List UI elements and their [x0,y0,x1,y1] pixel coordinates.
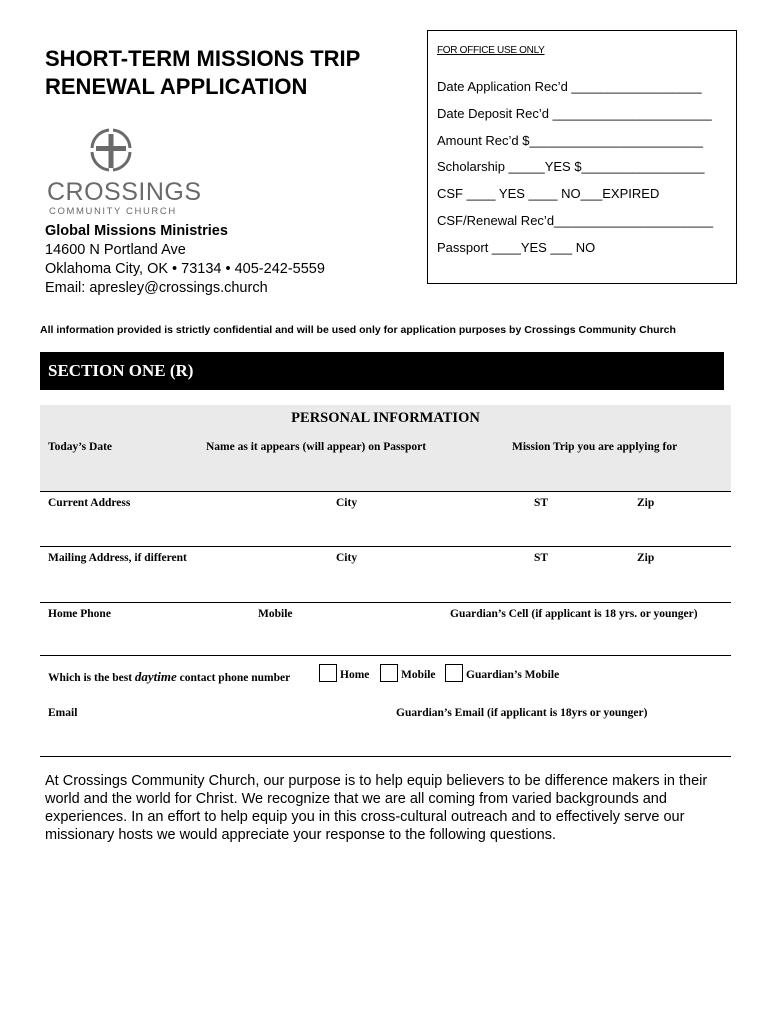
divider [40,655,731,656]
guardian-cell-label[interactable]: Guardian’s Cell (if applicant is 18 yrs. or younger) [450,608,698,620]
mobile-option-label: Mobile [401,669,436,681]
purpose-paragraph: At Crossings Community Church, our purpose is to help equip believers to be difference makers in their world and the world for Christ. We recognize that we are all coming from varied backgrounds and experiences. In an effort to help equip you in this cross-cultural outreach and to effectively serve our missionary hosts we would appreciate your response to the following questions. [45,773,708,843]
divider [40,546,731,547]
logo-name: CROSSINGS [47,178,202,206]
office-use-header: FOR OFFICE USE ONLY [437,45,545,56]
mobile-checkbox[interactable] [380,664,398,682]
org-city-line: Oklahoma City, OK • 73134 • 405-242-5559 [45,261,325,277]
section-label: SECTION ONE (R) [48,361,194,380]
org-street: 14600 N Portland Ave [45,242,186,258]
best-contact-text-post: contact phone number [176,672,291,684]
title-line-1: SHORT-TERM MISSIONS TRIP [45,46,361,71]
divider [40,602,731,603]
todays-date-label: Today’s Date [48,441,113,453]
best-contact-daytime: daytime [134,669,177,684]
office-line-date-deposit: Date Deposit Rec’d ______________________ [437,106,712,121]
home-checkbox[interactable] [319,664,337,682]
guardian-mobile-option-label: Guardian’s Mobile [466,669,560,681]
zip-label[interactable]: Zip [637,497,655,509]
logo-subtitle: COMMUNITY CHURCH [49,206,177,217]
org-address-block [45,222,325,298]
office-line-date-app: Date Application Rec’d __________________ [437,79,702,94]
personal-info-title: PERSONAL INFORMATION [291,410,480,426]
home-phone-label[interactable]: Home Phone [48,608,111,620]
confidential-notice: All information provided is strictly confidential and will be used only for application purposes by Crossings Community Church [40,324,676,336]
mailing-zip-label[interactable]: Zip [637,552,655,564]
office-line-passport: Passport ____YES ___ NO [437,240,596,255]
mailing-state-label[interactable]: ST [534,552,549,564]
email-label[interactable]: Email [48,707,78,719]
best-contact-label [48,669,290,685]
guardian-mobile-checkbox[interactable] [445,664,463,682]
state-label[interactable]: ST [534,497,549,509]
guardian-email-label[interactable]: Guardian’s Email (if applicant is 18yrs or younger) [396,707,648,719]
title-line-2: RENEWAL APPLICATION [45,74,308,99]
city-label[interactable]: City [336,497,358,509]
mission-trip-label: Mission Trip you are applying for [512,441,678,453]
office-line-amount: Amount Rec’d $________________________ [437,133,704,148]
mobile-label[interactable]: Mobile [258,608,293,620]
office-line-csf-renewal: CSF/Renewal Rec’d______________________ [437,213,714,228]
mailing-city-label[interactable]: City [336,552,358,564]
current-address-label[interactable]: Current Address [48,497,131,509]
section-header-bar [40,352,724,390]
divider [40,491,731,492]
page-title [45,45,405,101]
divider [40,756,731,757]
home-option-label: Home [340,669,370,681]
office-use-box [427,30,737,284]
org-email: Email: apresley@crossings.church [45,280,268,296]
mailing-address-label[interactable]: Mailing Address, if different [48,552,187,564]
passport-name-label: Name as it appears (will appear) on Passport [206,441,427,453]
best-contact-text-pre: Which is the best [48,672,135,684]
office-line-scholarship: Scholarship _____YES $_________________ [437,159,705,174]
org-name: Global Missions Ministries [45,223,228,239]
church-logo-icon [88,126,134,174]
office-line-csf: CSF ____ YES ____ NO___EXPIRED [437,186,660,201]
